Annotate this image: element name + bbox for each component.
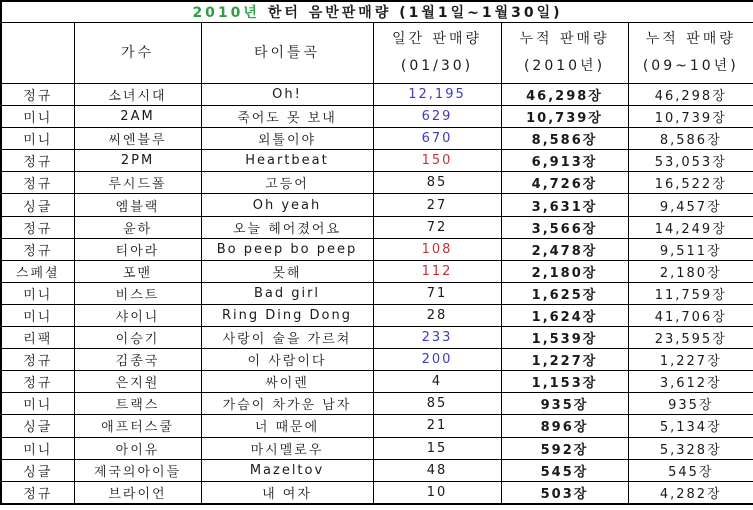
- col-header-daily-label: 일간 판매량: [391, 31, 483, 48]
- cell-cum0910: 935장: [628, 393, 753, 415]
- cell-daily: 10: [373, 481, 501, 504]
- col-header-cum0910-range: (09~10년): [642, 58, 739, 74]
- cell-song: 이 사람이다: [201, 349, 373, 371]
- cell-artist: 포맨: [74, 260, 201, 282]
- cell-artist: 씨엔블루: [74, 128, 201, 150]
- cell-cum2010: 10,739장: [501, 106, 628, 128]
- cell-cum2010: 46,298장: [501, 84, 628, 106]
- table-row: [1, 481, 753, 504]
- cell-daily: 629: [373, 106, 501, 128]
- table-row: [1, 282, 753, 304]
- table-row: [1, 238, 753, 260]
- cell-song: 너 때문에: [201, 415, 373, 437]
- cell-cum2010: 1,227장: [501, 349, 628, 371]
- cell-cum2010: 2,180장: [501, 260, 628, 282]
- cell-song: 외톨이야: [201, 128, 373, 150]
- cell-cum0910: 8,586장: [628, 128, 753, 150]
- cell-cum2010: 3,566장: [501, 216, 628, 238]
- cell-artist: 은지원: [74, 371, 201, 393]
- cell-artist: 이승기: [74, 327, 201, 349]
- cell-artist: 아이유: [74, 437, 201, 459]
- cell-type: 리팩: [1, 327, 74, 349]
- cell-cum0910: 23,595장: [628, 327, 753, 349]
- cell-song: Oh yeah: [201, 194, 373, 216]
- cell-artist: 샤이니: [74, 304, 201, 326]
- cell-song: Mazeltov: [201, 459, 373, 481]
- cell-type: 미니: [1, 437, 74, 459]
- cell-type: 미니: [1, 282, 74, 304]
- col-header-song: 타이틀곡: [201, 23, 373, 84]
- cell-song: Heartbeat: [201, 150, 373, 172]
- cell-daily: 21: [373, 415, 501, 437]
- cell-daily: 28: [373, 304, 501, 326]
- cell-daily: 71: [373, 282, 501, 304]
- cell-artist: 트랙스: [74, 393, 201, 415]
- cell-song: 가슴이 차가운 남자: [201, 393, 373, 415]
- cell-daily: 4: [373, 371, 501, 393]
- cell-cum0910: 2,180장: [628, 260, 753, 282]
- cell-daily: 48: [373, 459, 501, 481]
- table-row: [1, 304, 753, 326]
- cell-type: 정규: [1, 216, 74, 238]
- cell-artist: 애프터스쿨: [74, 415, 201, 437]
- cell-cum0910: 9,457장: [628, 194, 753, 216]
- cell-artist: 티아라: [74, 238, 201, 260]
- table-row: [1, 260, 753, 282]
- cell-cum0910: 16,522장: [628, 172, 753, 194]
- cell-artist: 제국의아이들: [74, 459, 201, 481]
- table-header-row: [1, 23, 753, 84]
- table-row: [1, 84, 753, 106]
- table-row: [1, 172, 753, 194]
- cell-song: 싸이렌: [201, 371, 373, 393]
- cell-daily: 85: [373, 393, 501, 415]
- table-row: [1, 128, 753, 150]
- cell-artist: 엠블랙: [74, 194, 201, 216]
- cell-artist: 김종국: [74, 349, 201, 371]
- cell-daily: 27: [373, 194, 501, 216]
- cell-cum0910: 41,706장: [628, 304, 753, 326]
- cell-daily: 112: [373, 260, 501, 282]
- cell-cum0910: 10,739장: [628, 106, 753, 128]
- cell-artist: 브라이언: [74, 481, 201, 504]
- table-row: [1, 150, 753, 172]
- cell-type: 정규: [1, 371, 74, 393]
- col-header-cum0910: [628, 23, 753, 84]
- cell-artist: 2AM: [74, 106, 201, 128]
- cell-type: 미니: [1, 393, 74, 415]
- cell-type: 미니: [1, 128, 74, 150]
- cell-cum2010: 8,586장: [501, 128, 628, 150]
- cell-cum2010: 935장: [501, 393, 628, 415]
- table-row: [1, 349, 753, 371]
- cell-song: Bad girl: [201, 282, 373, 304]
- cell-song: Oh!: [201, 84, 373, 106]
- cell-cum2010: 1,539장: [501, 327, 628, 349]
- cell-daily: 12,195: [373, 84, 501, 106]
- cell-type: 싱글: [1, 194, 74, 216]
- cell-artist: 소녀시대: [74, 84, 201, 106]
- cell-song: 죽어도 못 보내: [201, 106, 373, 128]
- cell-daily: 150: [373, 150, 501, 172]
- col-header-cum2010: [501, 23, 628, 84]
- sales-table-body: [1, 84, 753, 505]
- cell-song: 못해: [201, 260, 373, 282]
- cell-artist: 비스트: [74, 282, 201, 304]
- cell-cum0910: 5,134장: [628, 415, 753, 437]
- title-text: 한터 음반판매량 (1월1일~1월30일): [267, 5, 563, 21]
- cell-cum2010: 1,153장: [501, 371, 628, 393]
- cell-daily: 72: [373, 216, 501, 238]
- table-row: [1, 194, 753, 216]
- table-title: [1, 1, 753, 23]
- table-row: [1, 393, 753, 415]
- cell-type: 미니: [1, 304, 74, 326]
- cell-cum0910: 9,511장: [628, 238, 753, 260]
- table-row: [1, 371, 753, 393]
- cell-artist: 윤하: [74, 216, 201, 238]
- cell-cum0910: 14,249장: [628, 216, 753, 238]
- cell-type: 싱글: [1, 415, 74, 437]
- cell-daily: 233: [373, 327, 501, 349]
- cell-daily: 15: [373, 437, 501, 459]
- cell-artist: 2PM: [74, 150, 201, 172]
- cell-type: 미니: [1, 106, 74, 128]
- cell-song: 내 여자: [201, 481, 373, 504]
- cell-cum0910: 3,612장: [628, 371, 753, 393]
- table-row: [1, 437, 753, 459]
- col-header-cum2010-label: 누적 판매량: [519, 31, 610, 48]
- title-year: 2010년: [192, 5, 260, 21]
- cell-artist: 루시드폴: [74, 172, 201, 194]
- table-row: [1, 415, 753, 437]
- cell-cum2010: 503장: [501, 481, 628, 504]
- cell-type: 스페셜: [1, 260, 74, 282]
- col-header-cum2010-range: (2010년): [523, 58, 606, 74]
- cell-daily: 85: [373, 172, 501, 194]
- table-row: [1, 459, 753, 481]
- cell-type: 정규: [1, 349, 74, 371]
- col-header-daily-date: (01/30): [400, 58, 474, 74]
- cell-daily: 108: [373, 238, 501, 260]
- cell-cum2010: 6,913장: [501, 150, 628, 172]
- cell-daily: 200: [373, 349, 501, 371]
- table-title-row: [1, 1, 753, 23]
- cell-type: 정규: [1, 238, 74, 260]
- table-row: [1, 327, 753, 349]
- cell-cum0910: 53,053장: [628, 150, 753, 172]
- table-row: [1, 106, 753, 128]
- cell-cum2010: 2,478장: [501, 238, 628, 260]
- table-row: [1, 216, 753, 238]
- cell-song: 오늘 헤어졌어요: [201, 216, 373, 238]
- cell-cum2010: 3,631장: [501, 194, 628, 216]
- cell-song: 마시멜로우: [201, 437, 373, 459]
- col-header-cum0910-label: 누적 판매량: [645, 31, 736, 48]
- cell-cum0910: 4,282장: [628, 481, 753, 504]
- cell-cum0910: 545장: [628, 459, 753, 481]
- cell-cum2010: 592장: [501, 437, 628, 459]
- col-header-artist: 가수: [74, 23, 201, 84]
- cell-type: 정규: [1, 172, 74, 194]
- cell-cum2010: 545장: [501, 459, 628, 481]
- cell-cum2010: 1,625장: [501, 282, 628, 304]
- cell-song: 사랑이 술을 가르쳐: [201, 327, 373, 349]
- cell-cum0910: 1,227장: [628, 349, 753, 371]
- cell-type: 정규: [1, 150, 74, 172]
- col-header-type: [1, 23, 74, 84]
- cell-cum0910: 5,328장: [628, 437, 753, 459]
- cell-cum2010: 1,624장: [501, 304, 628, 326]
- cell-cum2010: 896장: [501, 415, 628, 437]
- cell-type: 정규: [1, 481, 74, 504]
- cell-song: Bo peep bo peep: [201, 238, 373, 260]
- col-header-daily: [373, 23, 501, 84]
- cell-song: 고등어: [201, 172, 373, 194]
- cell-cum0910: 11,759장: [628, 282, 753, 304]
- cell-daily: 670: [373, 128, 501, 150]
- cell-type: 정규: [1, 84, 74, 106]
- cell-type: 싱글: [1, 459, 74, 481]
- cell-song: Ring Ding Dong: [201, 304, 373, 326]
- cell-cum2010: 4,726장: [501, 172, 628, 194]
- cell-cum0910: 46,298장: [628, 84, 753, 106]
